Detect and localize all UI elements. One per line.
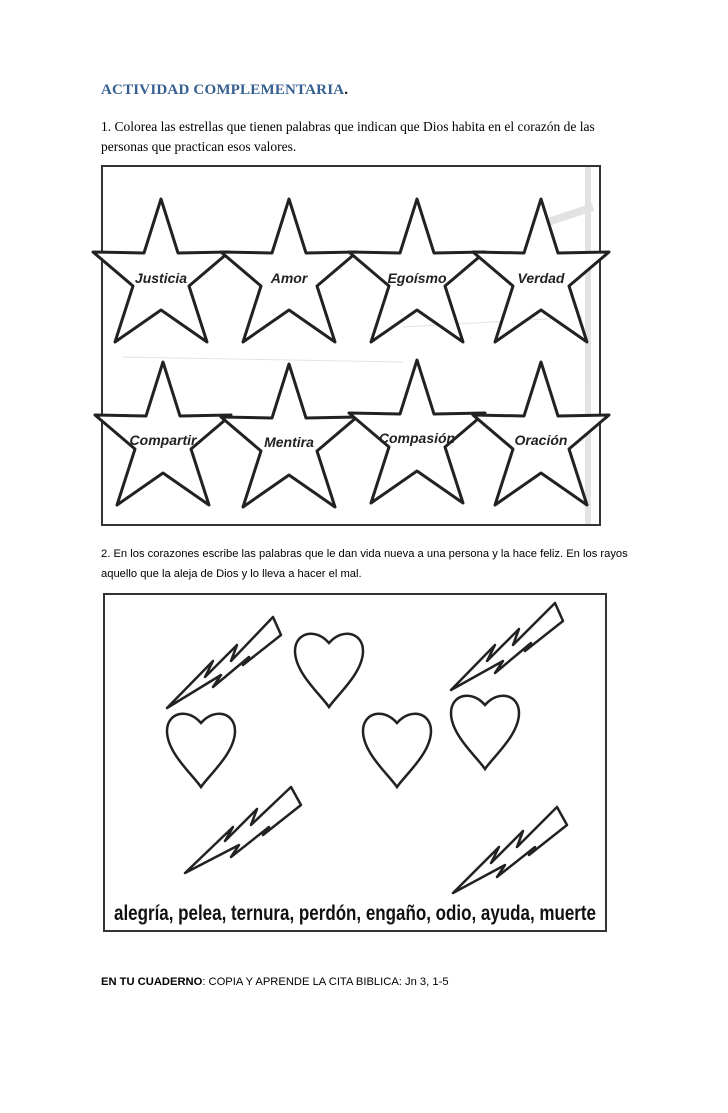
star-label: Verdad xyxy=(517,270,565,286)
title-period: . xyxy=(344,82,349,98)
footer-bold: EN TU CUADERNO xyxy=(101,976,203,988)
heart-2[interactable] xyxy=(167,714,235,787)
lightning-bolt-2[interactable] xyxy=(451,603,563,690)
heart-1[interactable] xyxy=(295,634,363,707)
star-label: Egoísmo xyxy=(387,270,447,286)
star-label: Compasión xyxy=(378,430,456,446)
page-title xyxy=(101,82,348,99)
star-amor[interactable] xyxy=(221,199,357,342)
stars-panel xyxy=(101,165,601,526)
star-label: Mentira xyxy=(264,434,314,450)
star-justicia[interactable] xyxy=(93,199,229,342)
star-label: Amor xyxy=(270,270,308,286)
lightning-bolt-3[interactable] xyxy=(185,787,301,873)
star-compasion[interactable] xyxy=(349,360,485,503)
hearts-panel xyxy=(103,593,607,932)
hearts-drawing xyxy=(105,595,605,930)
star-label: Compartir xyxy=(129,432,197,448)
word-bank: alegría, pelea, ternura, perdón, engaño, odio, ayuda, muerte xyxy=(114,901,597,925)
footer-rest: : COPIA Y APRENDE LA CITA BIBLICA: Jn 3, 1-5 xyxy=(202,976,449,988)
lightning-bolt-1[interactable] xyxy=(167,617,281,708)
instruction-2: 2. En los corazones escribe las palabras que le dan vida nueva a una persona y la hace feliz. En los rayos aquello que la aleja de Dios y lo lleva a hacer el mal. xyxy=(101,548,628,580)
footer-note xyxy=(101,976,449,988)
heart-4[interactable] xyxy=(451,696,519,769)
star-egoismo[interactable] xyxy=(349,199,485,342)
star-compartir[interactable] xyxy=(95,362,231,505)
title-text: ACTIVIDAD COMPLEMENTARIA xyxy=(101,82,345,98)
stars-drawing xyxy=(103,167,599,524)
heart-3[interactable] xyxy=(363,714,431,787)
instruction-1: 1. Colorea las estrellas que tienen palabras que indican que Dios habita en el corazón de las personas que practican esos valores. xyxy=(101,119,595,154)
lightning-bolt-4[interactable] xyxy=(453,807,567,893)
star-label: Oración xyxy=(514,432,568,448)
star-label: Justicia xyxy=(134,270,188,286)
star-mentira[interactable] xyxy=(221,364,357,507)
